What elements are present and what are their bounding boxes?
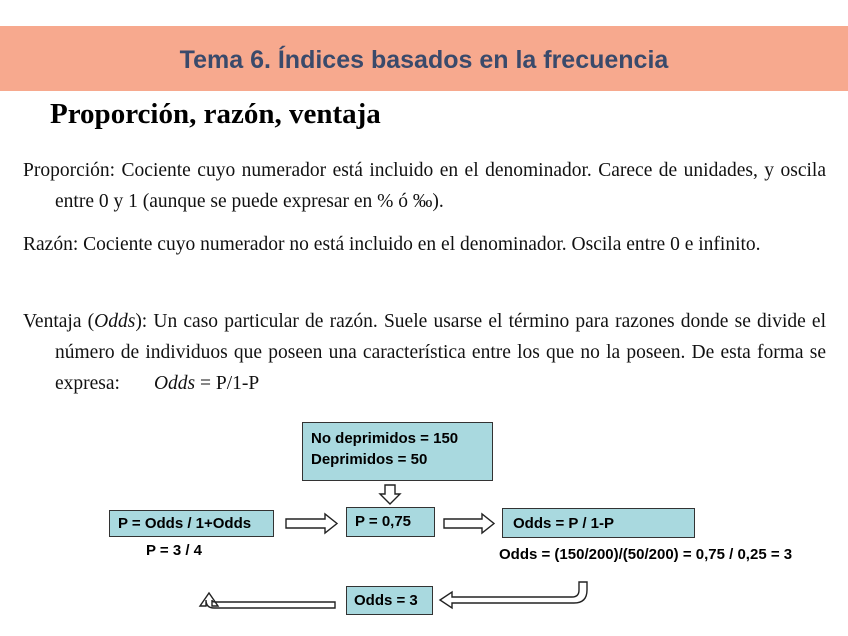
formula-box-p: P = Odds / 1+Odds [109, 510, 274, 537]
definition-ventaja: Un caso particular de razón. Suele usarse el término para razones donde se divide el número de individuos que poseen una característica entre los que no la poseen. De esta forma se expresa: [55, 311, 826, 394]
term-ventaja: Ventaja ( [23, 311, 95, 332]
formula-odds-expression: = P/1-P [195, 373, 260, 394]
term-razon: Razón: [23, 234, 79, 255]
count-no-deprimidos: No deprimidos = 150 [311, 430, 459, 447]
count-deprimidos: Deprimidos = 50 [311, 451, 428, 468]
down-arrow-icon [380, 485, 400, 504]
data-box-counts [302, 422, 493, 481]
right-arrow-icon-1 [286, 514, 337, 533]
term-ventaja-odds: Odds [94, 311, 136, 332]
curved-up-arrow-icon [202, 582, 335, 598]
formula-odds-label: Odds [153, 373, 196, 394]
curved-left-arrow-icon [440, 582, 587, 608]
term-proporcion: Proporción: [23, 160, 116, 181]
slide-title: Tema 6. Índices basados en la frecuencia [179, 46, 669, 74]
definition-proporcion: Cociente cuyo numerador está incluido en el denominador. Carece de unidades, y oscila entre 0 y 1 (aunque se puede expresar en % ó ‰). [55, 160, 826, 212]
formula-box-odds: Odds = P / 1-P [502, 508, 695, 538]
definition-razon: Cociente cuyo numerador no está incluido en el denominador. Oscila entre 0 e infinito. [78, 234, 761, 255]
result-box-p: P = 0,75 [346, 507, 435, 537]
caption-p-calculation: P = 3 / 4 [146, 542, 203, 559]
caption-odds-calculation: Odds = (150/200)/(50/200) = 0,75 / 0,25 = 3 [499, 546, 793, 563]
curved-up-arrow-icon-shape [200, 593, 335, 608]
section-heading: Proporción, razón, ventaja [50, 98, 381, 130]
result-box-odds: Odds = 3 [346, 586, 433, 615]
right-arrow-icon-2 [444, 514, 494, 533]
term-ventaja-close: ): [135, 311, 148, 332]
